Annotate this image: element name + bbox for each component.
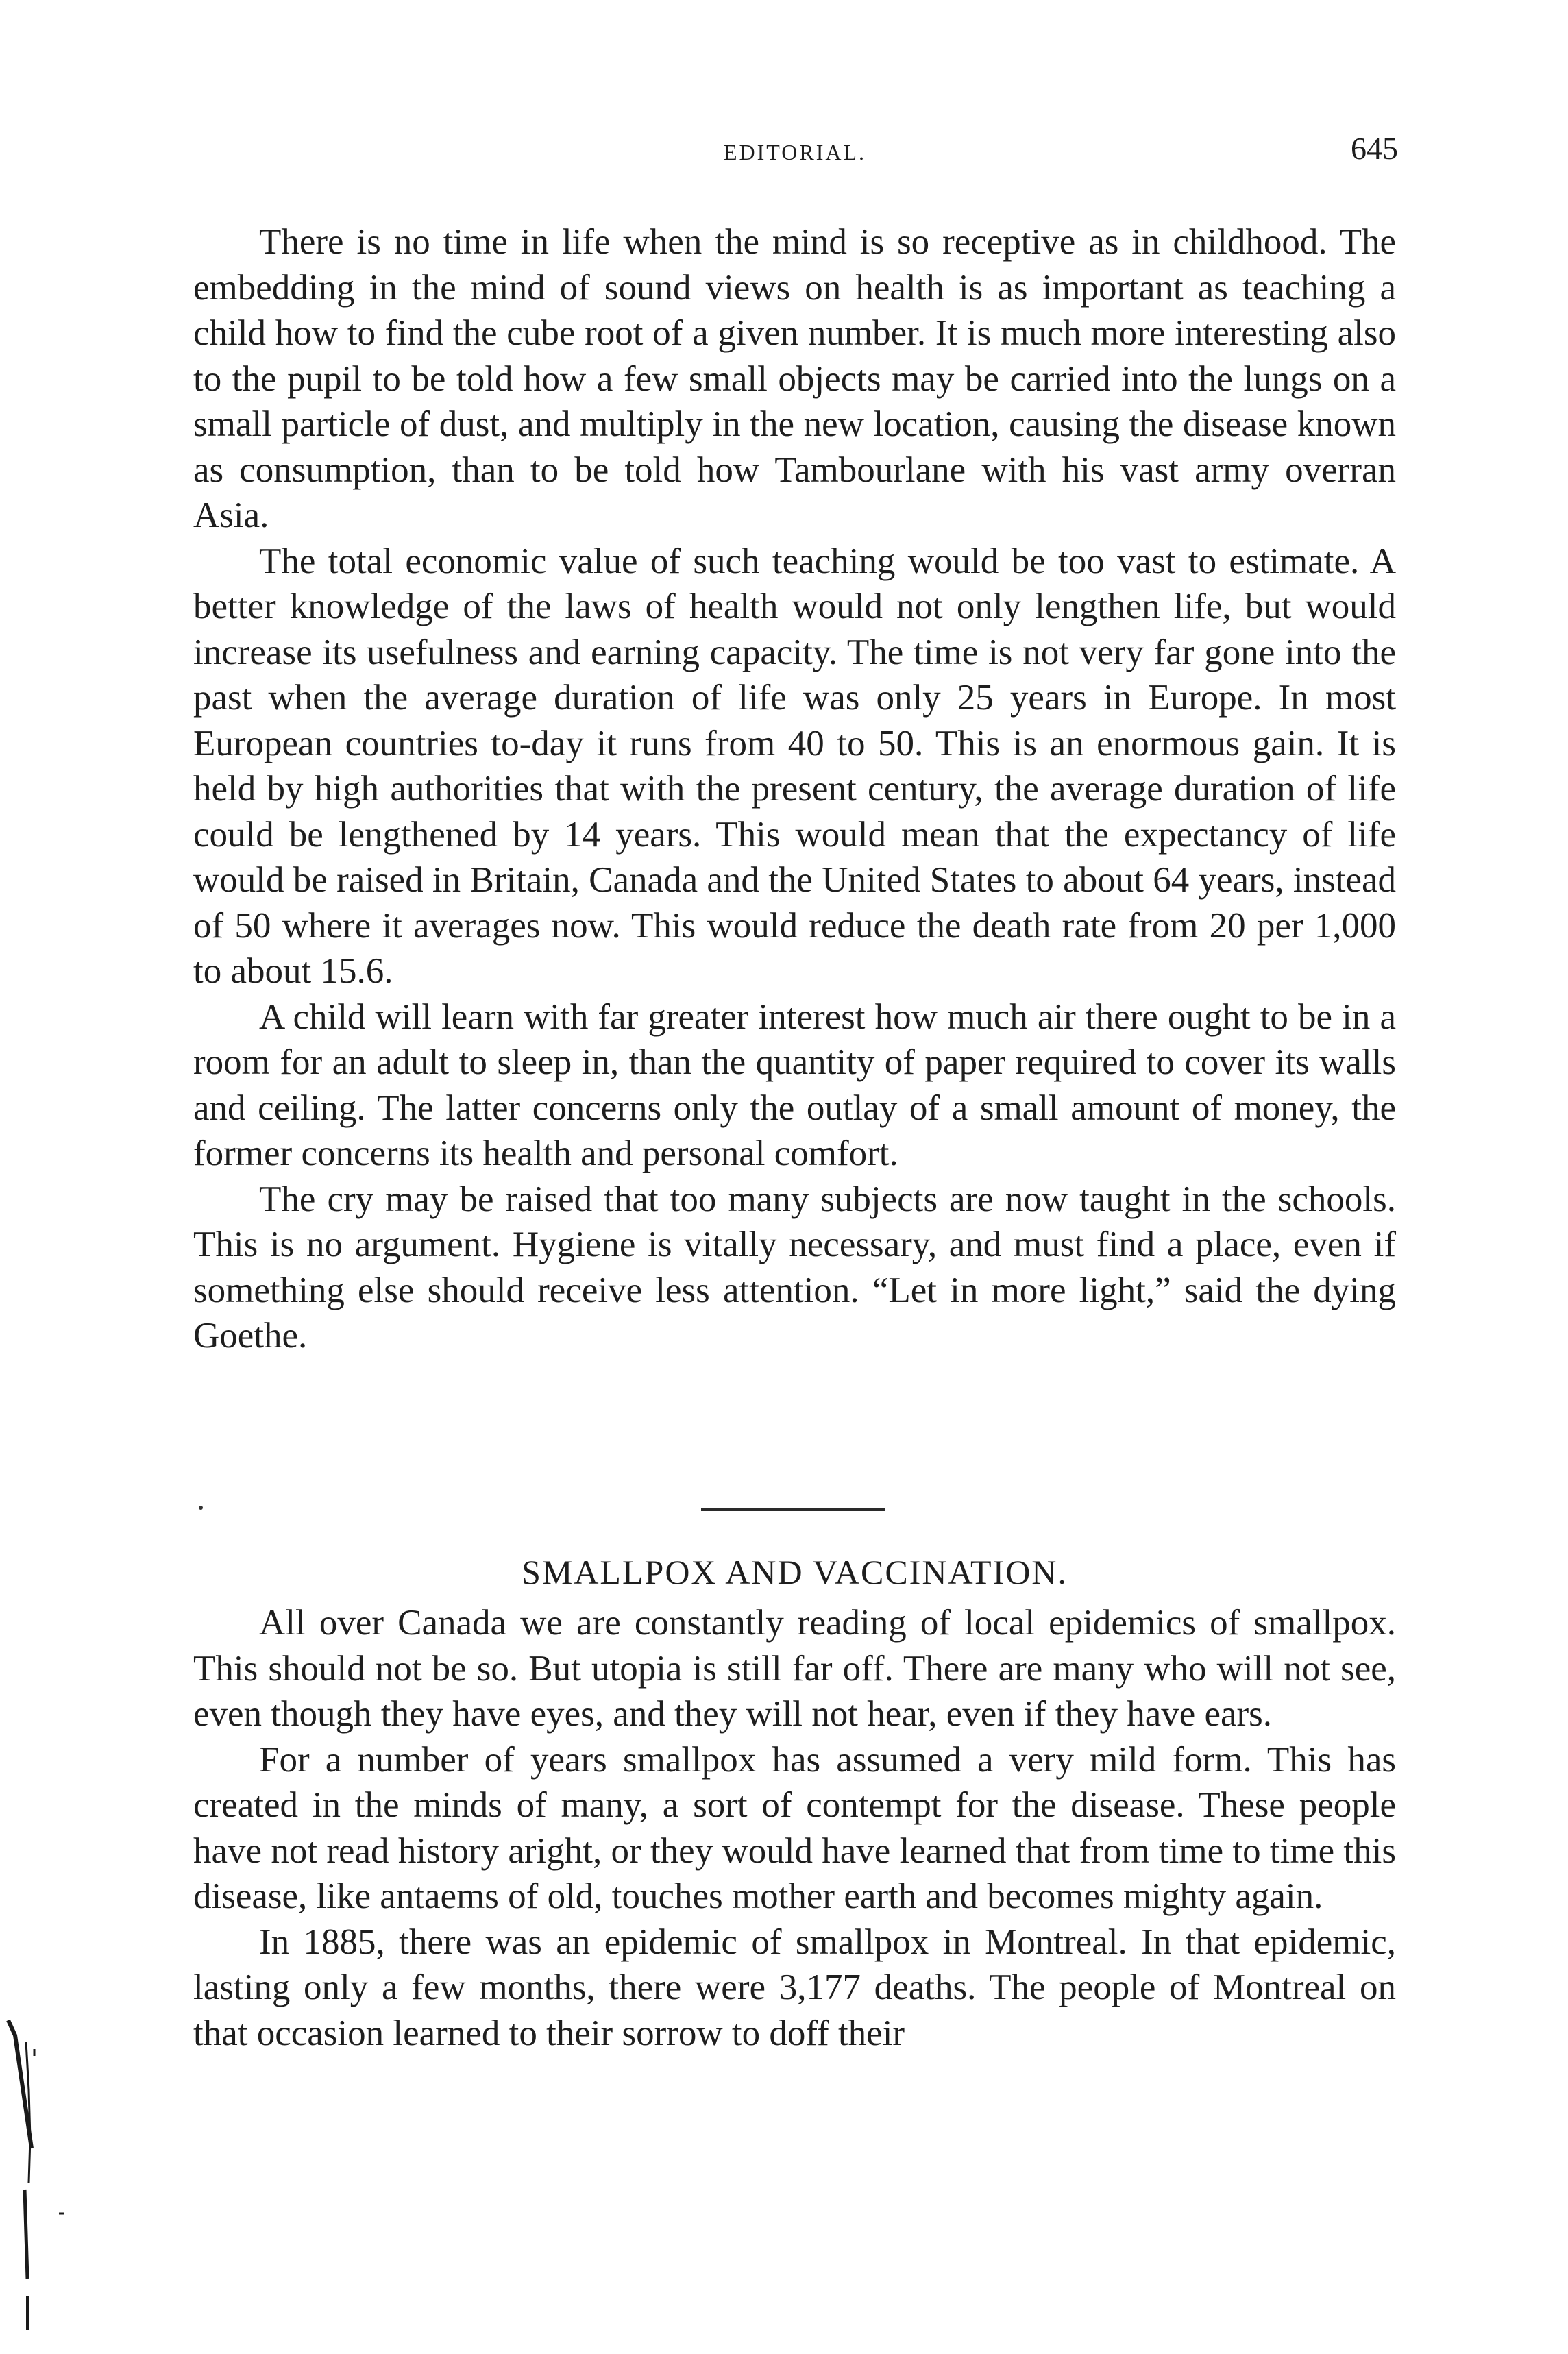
running-title: EDITORIAL. [723, 140, 867, 164]
section-heading: SMALLPOX AND VACCINATION. [522, 1553, 1068, 1591]
paragraph: For a number of years smallpox has assumed a very mild form. This has created in the minds of many, a sort of contempt for the disease. These people have not read history aright, or they would have learned that from time to time this disease, like antaems of old, touches mother earth and becomes mighty again. [193, 1739, 1396, 1916]
running-head [192, 130, 1398, 171]
paragraph: A child will learn with far greater interest how much air there ought to be in a room for an adult to sleep in, than the quantity of paper required to cover its walls and ceiling. The latter concerns only the outlay of a small amount of money, the former concerns its health and personal comfort. [193, 996, 1396, 1173]
page-number: 645 [1351, 131, 1398, 166]
editorial-text-block [193, 219, 1396, 1359]
paragraph: The total economic value of such teaching would be too vast to estimate. A better knowledge of the laws of health would not only lengthen life, but would increase its usefulness and earning capacity. The time is not very far gone into the past when the average duration of life was only 25 years in Europe. In most European countries to-day it runs from 40 to 50. This is an enormous gain. It is held by high authorities that with the present century, the average duration of life could be lengthened by 14 years. This would mean that the expectancy of life would be raised in Britain, Canada and the United States to about 64 years, instead of 50 where it averages now. This would reduce the death rate from 20 per 1,000 to about 15.6. [193, 541, 1396, 991]
binding-edge-marks [0, 2008, 82, 2337]
paragraph: There is no time in life when the mind is so receptive as in childhood. The embedding in the mind of sound views on health is as important as teaching a child how to find the cube root of a given number. It is much more interesting also to the pupil to be told how a few small objects may be carried into the lungs on a small particle of dust, and multiply in the new location, causing the disease known as consumption, than to be told how Tambourlane with his vast army overran Asia. [193, 222, 1396, 535]
smallpox-text-block [193, 1600, 1396, 2056]
stray-ink-dot [199, 1506, 203, 1510]
paragraph: In 1885, there was an epidemic of smallpox in Montreal. In that epidemic, lasting only a few months, there were 3,177 deaths. The people of Montreal on that occasion learned to their sorrow to doff their [193, 1922, 1396, 2053]
paragraph: All over Canada we are constantly reading of local epidemics of smallpox. This should not be so. But utopia is still far off. There are many who will not see, even though they have eyes, and they will not hear, even if they have ears. [193, 1603, 1396, 1734]
paragraph: The cry may be raised that too many subjects are now taught in the schools. This is no argument. Hygiene is vitally necessary, and must find a place, even if something else should receive less attention. “Let in more light,” said the dying Goethe. [193, 1179, 1396, 1356]
section-divider-rule [701, 1508, 885, 1511]
